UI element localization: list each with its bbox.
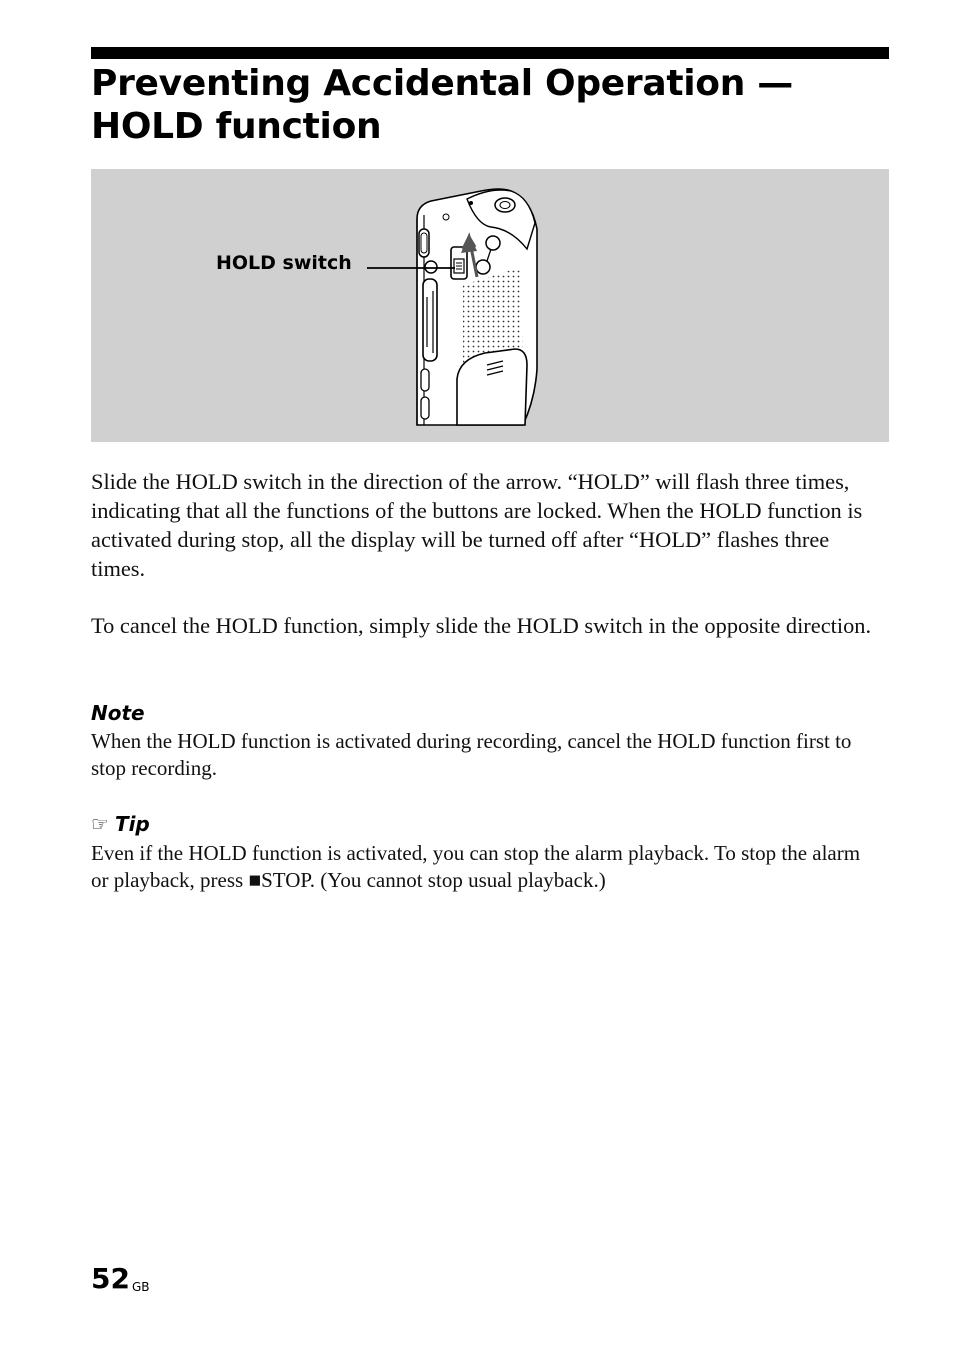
tip-heading-label: Tip [114,812,150,836]
tip-heading [91,812,150,836]
hold-switch-label: HOLD switch [216,252,352,274]
pointing-hand-icon: ☞ [91,812,109,836]
ic-recorder-side-view-icon [91,169,889,442]
page-title: Preventing Accidental Operation — HOLD function [91,63,793,147]
note-text: When the HOLD function is activated during recording, cancel the HOLD function first to stop recording. [91,729,852,780]
figure-panel [91,169,889,442]
cancel-paragraph: To cancel the HOLD function, simply slide the HOLD switch in the opposite direction. [91,613,872,638]
top-rule [91,47,889,59]
page-number-suffix: GB [131,1280,150,1294]
tip-text: Even if the HOLD function is activated, you can stop the alarm playback. To stop the alarm or playback, press ■STOP. (You cannot stop usual playback.) [91,841,861,892]
page-number-value: 52 [91,1262,130,1295]
note-heading: Note [91,701,145,725]
instruction-paragraph: Slide the HOLD switch in the direction of the arrow. “HOLD” will flash three times, indicating that all the functions of the buttons are locked. When the HOLD function is activated during stop, all the display will be turned off after “HOLD” flashes three times. [91,469,863,581]
page-number [91,1259,150,1299]
